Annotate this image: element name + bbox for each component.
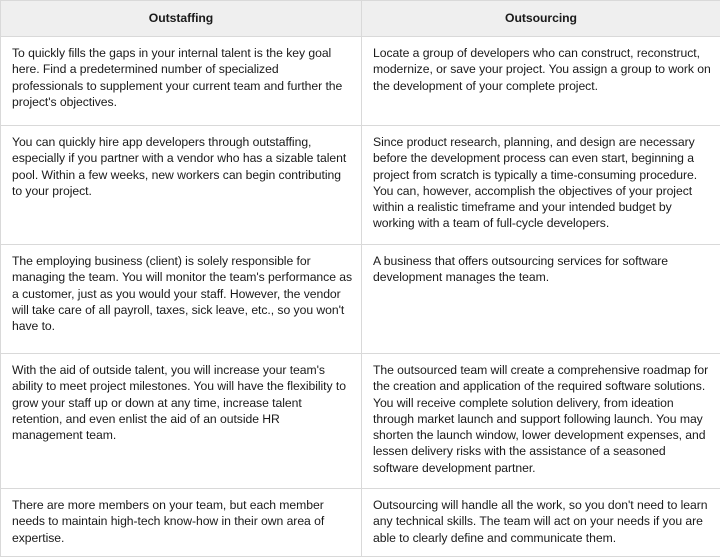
outsourcing-cell: Outsourcing will handle all the work, so you don't need to learn any technical skills. The team will act on your needs if you are able to clearly define and communicate them.: [362, 489, 720, 557]
outstaffing-cell: There are more members on your team, but each member needs to maintain high-tech know-how in their own area of expertise.: [1, 489, 362, 557]
outsourcing-cell: Since product research, planning, and design are necessary before the development process can even start, beginning a project from scratch is typically a time-consuming procedure. You can, however, accomplish the objectives of your project within a realistic timeframe and your intended budget by working with a team of full-cycle developers.: [362, 126, 720, 245]
table-row: [1, 489, 720, 557]
table-body: [1, 37, 720, 557]
outsourcing-cell: Locate a group of developers who can construct, reconstruct, modernize, or save your project. You assign a group to work on the development of your complete project.: [362, 37, 720, 126]
table-row: [1, 245, 720, 354]
table-row: [1, 354, 720, 489]
table-header: [1, 1, 720, 37]
outstaffing-cell: The employing business (client) is solely responsible for managing the team. You will monitor the team's performance as a customer, just as you would your staff. However, the vendor will take care of all payroll, taxes, sick leave, etc., so you won't have to.: [1, 245, 362, 354]
outstaffing-cell: You can quickly hire app developers through outstaffing, especially if you partner with a vendor who has a sizable talent pool. Within a few weeks, new workers can begin contributing to your project.: [1, 126, 362, 245]
table-row: [1, 126, 720, 245]
column-header-outstaffing: Outstaffing: [1, 1, 362, 37]
header-row: [1, 1, 720, 37]
outsourcing-cell: The outsourced team will create a comprehensive roadmap for the creation and application of the required software solutions. You will receive complete solution delivery, from ideation through market launch and support following launch. You may shorten the launch window, lower development expenses, and lessen delivery risks with the assistance of a seasoned software development partner.: [362, 354, 720, 489]
outstaffing-cell: With the aid of outside talent, you will increase your team's ability to meet project milestones. You will have the flexibility to grow your staff up or down at any time, increase talent retention, and even enlist the aid of an outside HR management team.: [1, 354, 362, 489]
table-row: [1, 37, 720, 126]
column-header-outsourcing: Outsourcing: [362, 1, 720, 37]
outstaffing-cell: To quickly fills the gaps in your internal talent is the key goal here. Find a predetermined number of specialized professionals to supplement your current team and further the project's objectives.: [1, 37, 362, 126]
outsourcing-cell: A business that offers outsourcing services for software development manages the team.: [362, 245, 720, 354]
